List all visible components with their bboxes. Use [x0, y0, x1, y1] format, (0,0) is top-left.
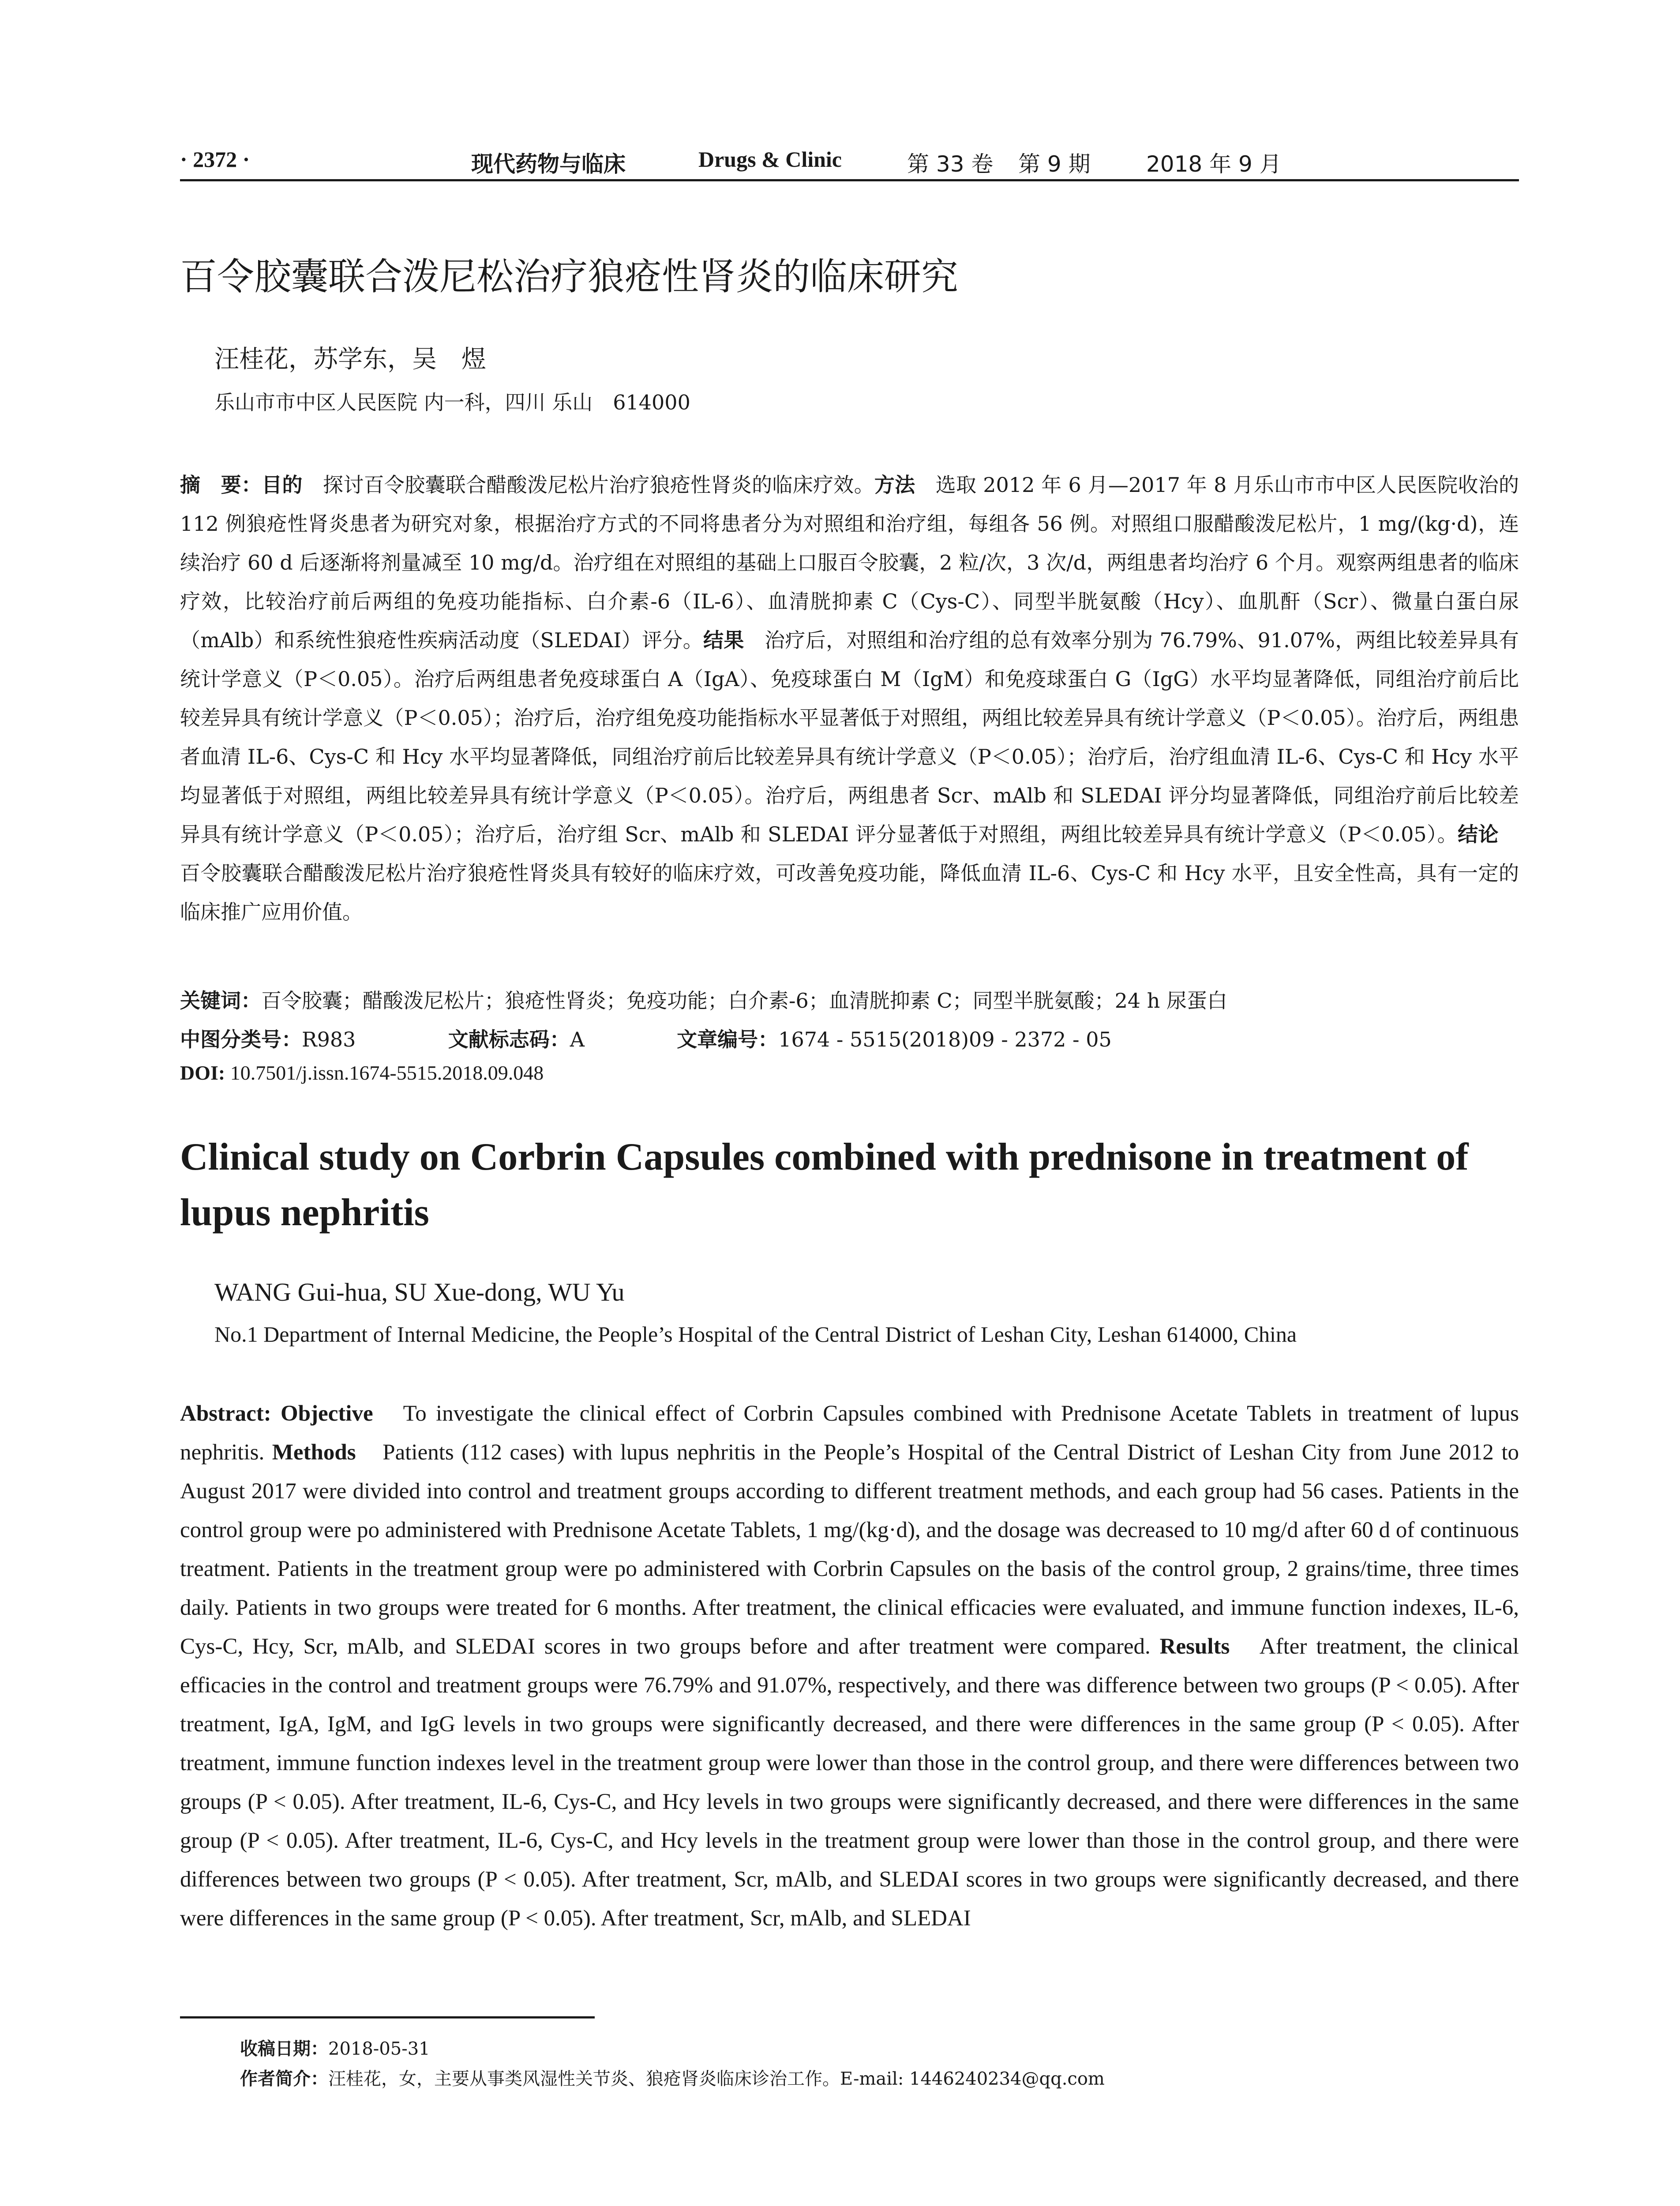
methods-text-en: Patients (112 cases) with lupus nephritis in the People’s Hospital of the Central District of Leshan City from June 2012 to August 2017 were divided into control and treatment groups according to different treatment methods, and each group had 56 cases. Patients in the control group were po administered with Prednisone Acetate Tablets, 1 mg/(kg·d), and the dosage was decreased to 10 mg/d after 60 d of continuous treatment. Patients in the treatment group were po administered with Corbrin Capsules on the basis of the control group, 2 grains/time, three times daily. Patients in two groups were treated for 6 months. After treatment, the clinical efficacies were evaluated, and immune function indexes, IL-6, Cys-C, Hcy, Scr, mAlb, and SLEDAI scores in two groups before and after treatment were compared.	[180, 1440, 1519, 1659]
affiliation-cn: 乐山市市中区人民医院 内一科，四川 乐山 614000	[214, 390, 690, 414]
clc-label: 中图分类号：	[180, 1028, 302, 1051]
article-number-label: 文章编号：	[677, 1028, 779, 1051]
results-text-en: After treatment, the clinical efficacies in the control and treatment groups were 76.79% and 91.07%, respectively, and there was difference between two groups (P < 0.05). After treatment, IgA, IgM, and IgG levels in two groups were significantly decreased, and there were differences in the same group (P < 0.05). After treatment, immune function indexes level in the treatment group were lower than those in the control group, and there were differences between two groups (P < 0.05). After treatment, IL-6, Cys-C, and Hcy levels in two groups were significantly decreased, and there were differences in the same group (P < 0.05). After treatment, IL-6, Cys-C, and Hcy levels in the treatment group were lower than those in the control group, and there were differences between two groups (P < 0.05). After treatment, Scr, mAlb, and SLEDAI scores in two groups were significantly decreased, and there were differences in the same group (P < 0.05). After treatment, Scr, mAlb, and SLEDAI	[180, 1634, 1519, 1931]
authors-en: WANG Gui-hua, SU Xue-dong, WU Yu	[214, 1278, 625, 1306]
journal-volume: 第 33 卷	[907, 151, 994, 177]
conclusion-label-cn: 结论	[1458, 822, 1499, 846]
footnote-author	[240, 2065, 1105, 2090]
results-text-cn: 治疗后，对照组和治疗组的总有效率分别为 76.79%、91.07%，两组比较差异具有统计学意义（P＜0.05）。治疗后两组患者免疫球蛋白 A（IgA）、免疫球蛋白 M（IgM）和免疫球蛋白 G（IgG）水平均显著降低，同组治疗前后比较差异具有统计学意义（P＜0.05）；治疗后，治疗组免疫功能指标水平显著低于对照组，两组比较差异具有统计学意义（P＜0.05）。治疗后，两组患者血清 IL-6、Cys-C 和 Hcy 水平均显著降低，同组治疗前后比较差异具有统计学意义（P＜0.05）；治疗后，治疗组血清 IL-6、Cys-C 和 Hcy 水平均显著低于对照组，两组比较差异具有统计学意义（P＜0.05）。治疗后，两组患者 Scr、mAlb 和 SLEDAI 评分均显著降低，同组治疗前后比较差异具有统计学意义（P＜0.05）；治疗后，治疗组 Scr、mAlb 和 SLEDAI 评分显著低于对照组，两组比较差异具有统计学意义（P＜0.05）。	[180, 628, 1519, 846]
abstract-label-cn: 摘 要：	[180, 473, 262, 497]
abstract-label-en: Abstract: Objective	[180, 1401, 373, 1426]
methods-label-cn: 方法	[874, 473, 915, 497]
journal-name-en: Drugs & Clinic	[698, 147, 842, 172]
journal-name-cn: 现代药物与临床	[471, 151, 626, 177]
doi-value[interactable]: 10.7501/j.issn.1674-5515.2018.09.048	[225, 1062, 544, 1084]
journal-issue: 第 9 期	[1018, 151, 1091, 177]
abstract-cn	[180, 465, 1519, 931]
keywords-label-cn: 关键词：	[180, 989, 261, 1013]
conclusion-text-cn: 百令胶囊联合醋酸泼尼松片治疗狼疮性肾炎具有较好的临床疗效，可改善免疫功能，降低血清 IL-6、Cys-C 和 Hcy 水平，且安全性高，具有一定的临床推广应用价值。	[180, 822, 1519, 924]
article-title-en: Clinical study on Corbrin Capsules combined with prednisone in treatment of lupus nephritis	[180, 1136, 1469, 1234]
article-number-value: 1674 - 5515(2018)09 - 2372 - 05	[778, 1028, 1112, 1051]
affiliation-en: No.1 Department of Internal Medicine, the People’s Hospital of the Central District of Leshan City, Leshan 614000, China	[214, 1322, 1297, 1347]
methods-text-cn: 选取 2012 年 6 月—2017 年 8 月乐山市市中区人民医院收治的 112 例狼疮性肾炎患者为研究对象，根据治疗方式的不同将患者分为对照组和治疗组，每组各 56 例。对照组口服醋酸泼尼松片，1 mg/(kg·d)，连续治疗 60 d 后逐渐将剂量减至 10 mg/d。治疗组在对照组的基础上口服百令胶囊，2 粒/次，3 次/d，两组患者均治疗 6 个月。观察两组患者的临床疗效，比较治疗前后两组的免疫功能指标、白介素-6（IL-6）、血清胱抑素 C（Cys-C）、同型半胱氨酸（Hcy）、血肌酐（Scr）、微量白蛋白尿（mAlb）和系统性狼疮性疾病活动度（SLEDAI）评分。	[180, 473, 1519, 652]
keywords-cn	[180, 985, 1227, 1014]
footnote-rule	[180, 2016, 595, 2018]
footnote-received	[240, 2035, 430, 2060]
running-header	[180, 135, 1519, 181]
clc-value: R983	[302, 1028, 356, 1051]
results-label-en: Results	[1159, 1634, 1230, 1659]
journal-date: 2018 年 9 月	[1146, 151, 1282, 177]
article-title-cn: 百令胶囊联合泼尼松治疗狼疮性肾炎的临床研究	[180, 255, 959, 298]
results-label-cn: 结果	[703, 628, 744, 652]
received-date: 2018-05-31	[328, 2039, 430, 2059]
doc-code-label: 文献标志码：	[448, 1028, 570, 1051]
objective-text-cn: 探讨百令胶囊联合醋酸泼尼松片治疗狼疮性肾炎的临床疗效。	[302, 473, 874, 497]
received-label: 收稿日期：	[240, 2039, 328, 2059]
abstract-en	[180, 1394, 1519, 1938]
doi-line	[180, 1061, 544, 1084]
objective-label-cn: 目的	[262, 473, 303, 497]
author-bio-text: 汪桂花，女，主要从事类风湿性关节炎、狼疮肾炎临床诊治工作。E-mail: 1446240234@qq.com	[328, 2069, 1105, 2089]
keywords-text-cn: 百令胶囊；醋酸泼尼松片；狼疮性肾炎；免疫功能；白介素-6；血清胱抑素 C；同型半胱氨酸；24 h 尿蛋白	[261, 989, 1228, 1013]
objective-text-en: To investigate the clinical effect of Corbrin Capsules combined with Prednisone Acetate Tablets in treatment of lupus nephritis.	[180, 1401, 1519, 1465]
page-number: · 2372 ·	[180, 147, 250, 172]
authors-cn: 汪桂花，苏学东，吴 煜	[214, 345, 486, 374]
doi-label: DOI:	[180, 1062, 225, 1084]
author-bio-label: 作者简介：	[240, 2069, 328, 2089]
doc-code-value: A	[570, 1028, 585, 1051]
classification-line	[180, 1024, 1112, 1053]
methods-label-en: Methods	[272, 1440, 356, 1465]
